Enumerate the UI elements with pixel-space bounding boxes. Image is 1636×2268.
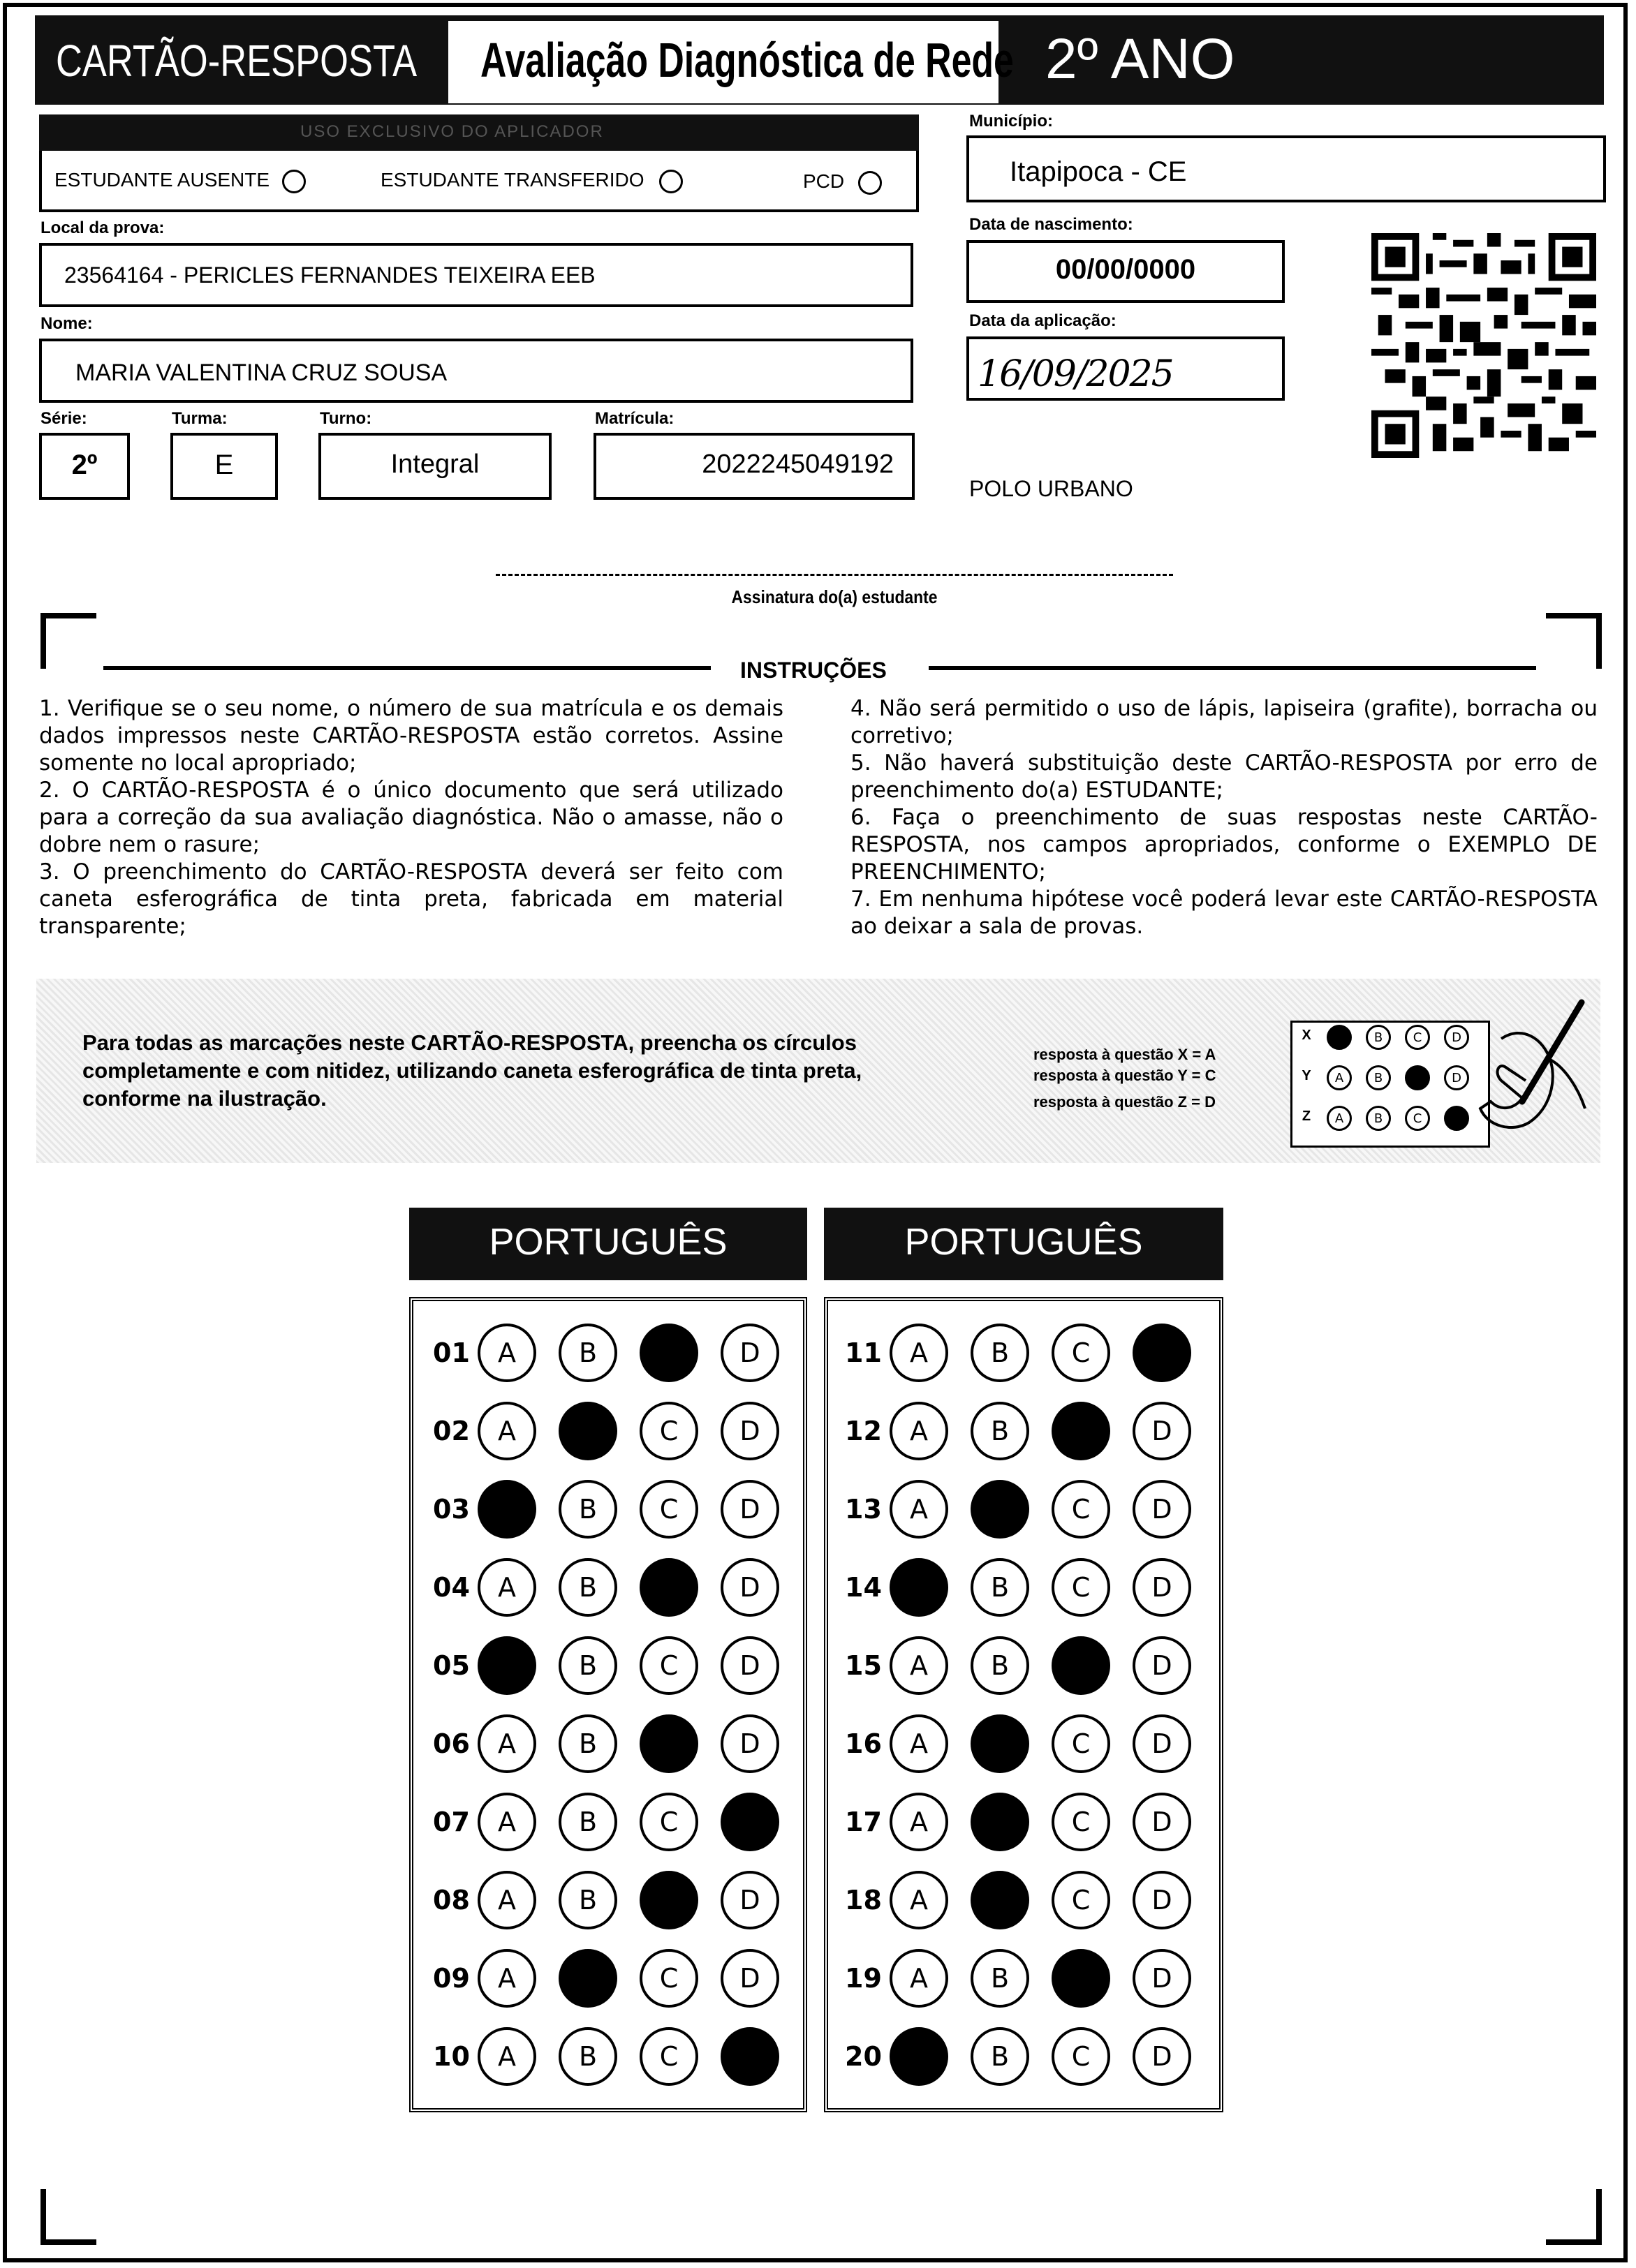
answer-bubble-c[interactable]: C bbox=[640, 2027, 698, 2086]
example-row-label: Z bbox=[1302, 1109, 1311, 1124]
corner-mark-top-left bbox=[40, 613, 96, 669]
nascimento-label: Data de nascimento: bbox=[969, 215, 1133, 234]
answer-bubble-d[interactable]: D bbox=[721, 1324, 779, 1382]
answer-bubble-a[interactable]: A bbox=[478, 1714, 536, 1773]
answer-bubble-a[interactable]: A bbox=[478, 1480, 536, 1539]
instruction-item: 1. Verifique se o seu nome, o número de sua matrícula e os demais dados impressos neste CARTÃO-RESPOSTA estão corretos. Assine somente no local apropriado; bbox=[39, 696, 783, 776]
turno-value: Integral bbox=[390, 450, 480, 479]
municipio-value: Itapipoca - CE bbox=[1010, 156, 1187, 187]
answer-bubble-b[interactable]: B bbox=[971, 1949, 1029, 2008]
answer-bubble-d[interactable]: D bbox=[1133, 1636, 1191, 1695]
answer-bubble-c[interactable]: C bbox=[1052, 1949, 1110, 2008]
matricula-value: 2022245049192 bbox=[702, 450, 894, 479]
question-number: 04 bbox=[433, 1572, 470, 1603]
instruction-item: 3. O preenchimento do CARTÃO-RESPOSTA deverá ser feito com caneta esferográfica de tinta preta, fabricada em material transparente; bbox=[39, 859, 783, 939]
transferred-label: ESTUDANTE TRANSFERIDO bbox=[381, 169, 644, 191]
question-number: 01 bbox=[433, 1337, 470, 1368]
answer-bubble-a[interactable]: A bbox=[890, 2027, 948, 2086]
turno-label: Turno: bbox=[320, 409, 372, 428]
example-bubble-d: D bbox=[1444, 1065, 1469, 1090]
applicator-title: USO EXCLUSIVO DO APLICADOR bbox=[300, 122, 604, 141]
answer-bubble-d[interactable]: D bbox=[721, 1480, 779, 1539]
answer-bubble-a[interactable]: A bbox=[890, 1480, 948, 1539]
question-number: 20 bbox=[845, 2041, 882, 2072]
answer-bubble-c[interactable]: C bbox=[640, 1558, 698, 1617]
answer-bubble-d[interactable]: D bbox=[1133, 1793, 1191, 1851]
answer-bubble-d[interactable]: D bbox=[721, 1636, 779, 1695]
example-bubble-b: B bbox=[1366, 1065, 1391, 1090]
answer-bubble-d[interactable]: D bbox=[1133, 1402, 1191, 1460]
answer-bubble-d[interactable]: D bbox=[1133, 1558, 1191, 1617]
answer-bubble-d[interactable]: D bbox=[721, 1402, 779, 1460]
answer-bubble-c[interactable]: C bbox=[1052, 1324, 1110, 1382]
answer-bubble-b[interactable]: B bbox=[559, 1402, 617, 1460]
answer-bubble-b[interactable]: B bbox=[971, 1402, 1029, 1460]
hand-pen-icon bbox=[1473, 997, 1592, 1136]
answer-bubble-b[interactable]: B bbox=[971, 1558, 1029, 1617]
absent-option[interactable] bbox=[54, 169, 306, 193]
question-number: 19 bbox=[845, 1963, 882, 1994]
answer-bubble-d[interactable]: D bbox=[721, 1949, 779, 2008]
answer-bubble-c[interactable]: C bbox=[640, 1480, 698, 1539]
answer-bubble-a[interactable]: A bbox=[478, 2027, 536, 2086]
answer-bubble-c[interactable]: C bbox=[1052, 1871, 1110, 1929]
question-number: 09 bbox=[433, 1963, 470, 1994]
aplicacao-label: Data da aplicação: bbox=[969, 311, 1117, 330]
instructions-left-column bbox=[39, 695, 783, 940]
answer-bubble-d[interactable]: D bbox=[1133, 1324, 1191, 1382]
question-number: 08 bbox=[433, 1885, 470, 1915]
question-number: 12 bbox=[845, 1416, 882, 1446]
instructions-title: INSTRUÇÕES bbox=[740, 658, 887, 683]
answer-bubble-b[interactable]: B bbox=[971, 2027, 1029, 2086]
answer-bubble-a[interactable]: A bbox=[478, 1636, 536, 1695]
answer-bubble-c[interactable]: C bbox=[640, 1871, 698, 1929]
corner-mark-bottom-right bbox=[1546, 2189, 1602, 2245]
answer-bubble-b[interactable]: B bbox=[559, 1480, 617, 1539]
answer-bubble-c[interactable]: C bbox=[640, 1636, 698, 1695]
question-number: 05 bbox=[433, 1650, 470, 1681]
answer-bubble-a[interactable]: A bbox=[890, 1714, 948, 1773]
nascimento-value: 00/00/0000 bbox=[1055, 254, 1196, 285]
answer-bubble-b[interactable]: B bbox=[559, 2027, 617, 2086]
answer-bubble-d[interactable]: D bbox=[1133, 1871, 1191, 1929]
example-line-2: resposta à questão Y = C bbox=[1033, 1067, 1216, 1084]
answer-bubble-b[interactable]: B bbox=[971, 1871, 1029, 1929]
qr-code bbox=[1369, 233, 1599, 458]
corner-mark-bottom-left bbox=[40, 2189, 96, 2245]
answer-bubble-b[interactable]: B bbox=[559, 1636, 617, 1695]
example-bubble-b: B bbox=[1366, 1106, 1391, 1131]
answer-bubble-b[interactable]: B bbox=[559, 1714, 617, 1773]
question-number: 16 bbox=[845, 1728, 882, 1759]
answer-bubble-a[interactable]: A bbox=[890, 1949, 948, 2008]
exam-title: Avaliação Diagnóstica de Rede bbox=[480, 33, 1014, 87]
example-bubble-d: D bbox=[1444, 1025, 1469, 1050]
answer-bubble-c[interactable]: C bbox=[640, 1949, 698, 2008]
turma-label: Turma: bbox=[172, 409, 228, 428]
answer-bubble-c[interactable]: C bbox=[1052, 1558, 1110, 1617]
answer-bubble-a[interactable]: A bbox=[890, 1636, 948, 1695]
example-row-label: Y bbox=[1302, 1068, 1311, 1083]
local-label: Local da prova: bbox=[40, 218, 165, 237]
absent-circle[interactable] bbox=[282, 170, 306, 193]
pcd-option[interactable] bbox=[803, 170, 882, 195]
answer-bubble-b[interactable]: B bbox=[559, 1871, 617, 1929]
answer-bubble-a[interactable]: A bbox=[478, 1949, 536, 2008]
transferred-option[interactable] bbox=[381, 169, 683, 193]
answer-bubble-d[interactable]: D bbox=[1133, 1714, 1191, 1773]
question-number: 03 bbox=[433, 1494, 470, 1525]
instruction-item: 7. Em nenhuma hipótese você poderá levar este CARTÃO-RESPOSTA ao deixar a sala de provas. bbox=[850, 887, 1598, 939]
answer-bubble-a[interactable]: A bbox=[478, 1402, 536, 1460]
answer-bubble-a[interactable]: A bbox=[478, 1558, 536, 1617]
question-number: 10 bbox=[433, 2041, 470, 2072]
signature-label: Assinatura do(a) estudante bbox=[731, 586, 938, 607]
local-value: 23564164 - PERICLES FERNANDES TEIXEIRA EEB bbox=[64, 262, 596, 288]
pcd-circle[interactable] bbox=[858, 171, 882, 195]
example-bubble-a: A bbox=[1327, 1065, 1352, 1090]
instructions-rule-right bbox=[929, 666, 1536, 670]
answer-bubble-a[interactable]: A bbox=[478, 1793, 536, 1851]
question-number: 06 bbox=[433, 1728, 470, 1759]
instruction-item: 4. Não será permitido o uso de lápis, lapiseira (grafite), borracha ou corretivo; bbox=[850, 696, 1598, 748]
pcd-label: PCD bbox=[803, 170, 845, 192]
answer-bubble-c[interactable]: C bbox=[640, 1793, 698, 1851]
answer-bubble-d[interactable]: D bbox=[721, 2027, 779, 2086]
instructions-right-column bbox=[850, 695, 1598, 940]
answer-bubble-b[interactable]: B bbox=[971, 1793, 1029, 1851]
serie-value: 2º bbox=[71, 450, 98, 480]
instruction-item: 6. Faça o preenchimento de suas respostas neste CARTÃO-RESPOSTA, nos campos apropriados, conforme o EXEMPLO DE PREENCHIMENTO; bbox=[850, 805, 1598, 884]
grade-label: 2º ANO bbox=[1045, 27, 1235, 91]
example-line-1: resposta à questão X = A bbox=[1033, 1046, 1216, 1063]
answer-bubble-b[interactable]: B bbox=[559, 1793, 617, 1851]
answer-bubble-a[interactable]: A bbox=[478, 1871, 536, 1929]
example-bubble-b: B bbox=[1366, 1025, 1391, 1050]
serie-label: Série: bbox=[40, 409, 87, 428]
answer-bubble-d[interactable]: D bbox=[1133, 1949, 1191, 2008]
example-line-3: resposta à questão Z = D bbox=[1033, 1093, 1216, 1111]
answer-bubble-b[interactable]: B bbox=[559, 1949, 617, 2008]
question-number: 18 bbox=[845, 1885, 882, 1915]
answer-bubble-b[interactable]: B bbox=[971, 1714, 1029, 1773]
question-number: 07 bbox=[433, 1807, 470, 1837]
answer-bubble-c[interactable]: C bbox=[1052, 2027, 1110, 2086]
answer-bubble-b[interactable]: B bbox=[559, 1558, 617, 1617]
name-label: Nome: bbox=[40, 314, 93, 333]
name-value: MARIA VALENTINA CRUZ SOUSA bbox=[75, 360, 448, 386]
answer-bubble-b[interactable]: B bbox=[559, 1324, 617, 1382]
matricula-label: Matrícula: bbox=[595, 409, 675, 428]
subject-right-label: PORTUGUÊS bbox=[904, 1221, 1143, 1263]
aplicacao-value: 16/09/2025 bbox=[978, 353, 1173, 395]
question-number: 13 bbox=[845, 1494, 882, 1525]
example-bubble-a: A bbox=[1327, 1106, 1352, 1131]
answer-bubble-c[interactable]: C bbox=[640, 1402, 698, 1460]
subject-left-label: PORTUGUÊS bbox=[489, 1221, 728, 1263]
answer-bubble-d[interactable]: D bbox=[1133, 2027, 1191, 2086]
corner-mark-top-right bbox=[1546, 613, 1602, 669]
answer-bubble-a[interactable]: A bbox=[890, 1402, 948, 1460]
turma-value: E bbox=[214, 450, 234, 480]
answer-bubble-c[interactable]: C bbox=[640, 1324, 698, 1382]
answer-bubble-c[interactable]: C bbox=[1052, 1793, 1110, 1851]
answer-bubble-a[interactable]: A bbox=[890, 1558, 948, 1617]
question-number: 02 bbox=[433, 1416, 470, 1446]
answer-bubble-b[interactable]: B bbox=[971, 1324, 1029, 1382]
answer-bubble-a[interactable]: A bbox=[890, 1871, 948, 1929]
example-row-label: X bbox=[1302, 1028, 1311, 1043]
example-bubble-c: C bbox=[1405, 1106, 1430, 1131]
absent-label: ESTUDANTE AUSENTE bbox=[54, 169, 270, 191]
question-number: 11 bbox=[845, 1337, 882, 1368]
answer-bubble-d[interactable]: D bbox=[721, 1793, 779, 1851]
answer-bubble-d[interactable]: D bbox=[1133, 1480, 1191, 1539]
instructions-rule-left bbox=[103, 666, 711, 670]
polo-label: POLO URBANO bbox=[969, 476, 1133, 501]
answer-bubble-b[interactable]: B bbox=[971, 1480, 1029, 1539]
answer-bubble-d[interactable]: D bbox=[721, 1558, 779, 1617]
example-text: Para todas as marcações neste CARTÃO-RESPOSTA, preencha os círculos completamente e com nitidez, utilizando caneta esferográfica de tinta preta, conforme na ilustração. bbox=[82, 1030, 862, 1111]
answer-bubble-c[interactable]: C bbox=[1052, 1402, 1110, 1460]
instruction-item: 2. O CARTÃO-RESPOSTA é o único documento que será utilizado para a correção da sua avaliação diagnóstica. Não o amasse, não o dobre nem o rasure; bbox=[39, 778, 783, 857]
municipio-label: Município: bbox=[969, 112, 1053, 131]
answer-bubble-a[interactable]: A bbox=[890, 1324, 948, 1382]
example-bubble-c: C bbox=[1405, 1025, 1430, 1050]
answer-bubble-a[interactable]: A bbox=[890, 1793, 948, 1851]
answer-bubble-a[interactable]: A bbox=[478, 1324, 536, 1382]
answer-bubble-d[interactable]: D bbox=[721, 1714, 779, 1773]
transferred-circle[interactable] bbox=[659, 170, 683, 193]
instruction-item: 5. Não haverá substituição deste CARTÃO-RESPOSTA por erro de preenchimento do(a) ESTUDANTE; bbox=[850, 750, 1598, 803]
answer-bubble-c[interactable]: C bbox=[1052, 1714, 1110, 1773]
question-number: 17 bbox=[845, 1807, 882, 1837]
answer-bubble-c[interactable]: C bbox=[1052, 1636, 1110, 1695]
question-number: 14 bbox=[845, 1572, 882, 1603]
answer-bubble-b[interactable]: B bbox=[971, 1636, 1029, 1695]
answer-bubble-d[interactable]: D bbox=[721, 1871, 779, 1929]
card-title: CARTÃO-RESPOSTA bbox=[56, 36, 418, 86]
answer-bubble-c[interactable]: C bbox=[640, 1714, 698, 1773]
example-bubble-c: C bbox=[1405, 1065, 1430, 1090]
signature-line[interactable] bbox=[496, 574, 1173, 576]
question-number: 15 bbox=[845, 1650, 882, 1681]
answer-bubble-c[interactable]: C bbox=[1052, 1480, 1110, 1539]
example-bubble-a: A bbox=[1327, 1025, 1352, 1050]
example-bubble-d: D bbox=[1444, 1106, 1469, 1131]
